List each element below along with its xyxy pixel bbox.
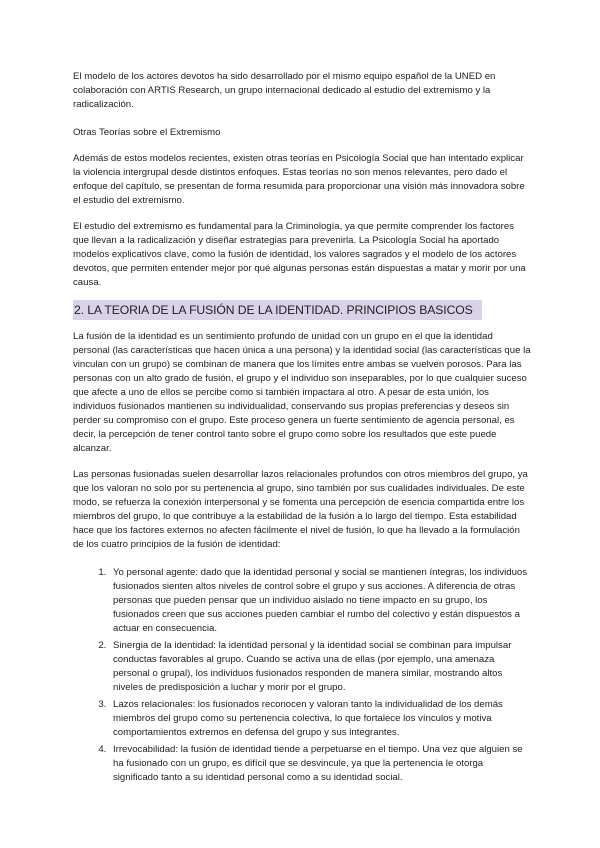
other-theories-paragraph-2: El estudio del extremismo es fundamental para la Criminología, ya que permite comprender los factores que llevan a la radicalización y diseñar estrategias para prevenirla. La Psicología Social ha aportado modelos explicativos clave, como la fusión de identidad, los valores sagrados y el modelo de los actores devotos, que permiten entender mejor por qué algunas personas están dispuestas a matar y morir por una causa.	[73, 221, 526, 288]
list-item: 1. Yo personal agente: dado que la identidad personal y social se mantienen íntegras, los individuos fusionados sienten altos niveles de control sobre el grupo y sus acciones. A diferencia de otras personas que pueden pensar que un individuo aislado no tiene impacto en su grupo, los fusionados creen que sus acciones pueden cambiar el rumbo del colectivo y están dispuestos a actuar en consecuencia.	[109, 566, 531, 636]
other-theories-paragraph-1: Además de estos modelos recientes, existen otras teorías en Psicología Social que han intentado explicar la violencia intergrupal desde distintos enfoques. Estas teorías no son menos relevantes, pero dado el enfoque del capítulo, se presentan de forma resumida para proporcionar una visión más innovadora sobre el estudio del extremismo.	[73, 153, 525, 206]
intro-paragraph: El modelo de los actores devotos ha sido desarrollado por el mismo equipo español de la UNED en colaboración con ARTIS Research, un grupo internacional dedicado al estudio del extremismo y la radicalización.	[73, 71, 496, 110]
fusion-paragraph-1: La fusión de la identidad es un sentimiento profundo de unidad con un grupo en el que la identidad personal (las características que hacen única a una persona) y la identidad social (las características que la vinculan con un grupo) se combinan de manera que los límites entre ambas se vuelven porosos. Para las personas con un alto grado de fusión, el grupo y el individuo son inseparables, por lo que cualquier suceso que afecte a uno de ellos se percibe como si también impactara al otro. A pesar de esta unión, los individuos fusionados mantienen su individualidad, conservando sus propias preferencias y deseos sin perder su compromiso con el grupo. Este proceso genera un fuerte sentimiento de agencia personal, es decir, la percepción de tener control tanto sobre el grupo como sobre los resultados que este puede alcanzar.	[73, 331, 531, 454]
list-item: 2. Sinergia de la identidad: la identidad personal y la identidad social se combinan para impulsar conductas favorables al grupo. Cuando se activa una de ellas (por ejemplo, una amenaza personal o grupal), los individuos fusionados responden de manera similar, mostrando altos niveles de predisposición a luchar y morir por el grupo.	[109, 639, 531, 695]
principles-list	[73, 566, 531, 785]
section-heading: 2. LA TEORIA DE LA FUSIÓN DE LA IDENTIDAD. PRINCIPIOS BASICOS	[73, 300, 482, 320]
other-theories-title: Otras Teorías sobre el Extremismo	[73, 127, 221, 138]
document-page	[73, 70, 531, 788]
list-item: 3. Lazos relacionales: los fusionados reconocen y valoran tanto la individualidad de los demás miembros del grupo como su pertenencia colectiva, lo que fortalece los vínculos y motiva comportamientos extremos en defensa del grupo y sus integrantes.	[109, 698, 531, 740]
list-item: 4. Irrevocabilidad: la fusión de identidad tiende a perpetuarse en el tiempo. Una vez que alguien se ha fusionado con un grupo, es difícil que se desvincule, ya que la pertenencia le otorga significado tanto a su identidad personal como a su identidad social.	[109, 743, 531, 785]
fusion-paragraph-2: Las personas fusionadas suelen desarrollar lazos relacionales profundos con otros miembros del grupo, ya que los valoran no solo por su pertenencia al grupo, sino también por sus cualidades individuales. De este modo, se refuerza la conexión interpersonal y se fomenta una percepción de esencia compartida entre los miembros del grupo, lo que contribuye a la estabilidad de la fusión a lo largo del tiempo. Esta estabilidad hace que los factores externos no afecten fácilmente el nivel de fusión, lo que ha llevado a la formulación de los cuatro principios de la fusión de identidad:	[73, 469, 528, 550]
